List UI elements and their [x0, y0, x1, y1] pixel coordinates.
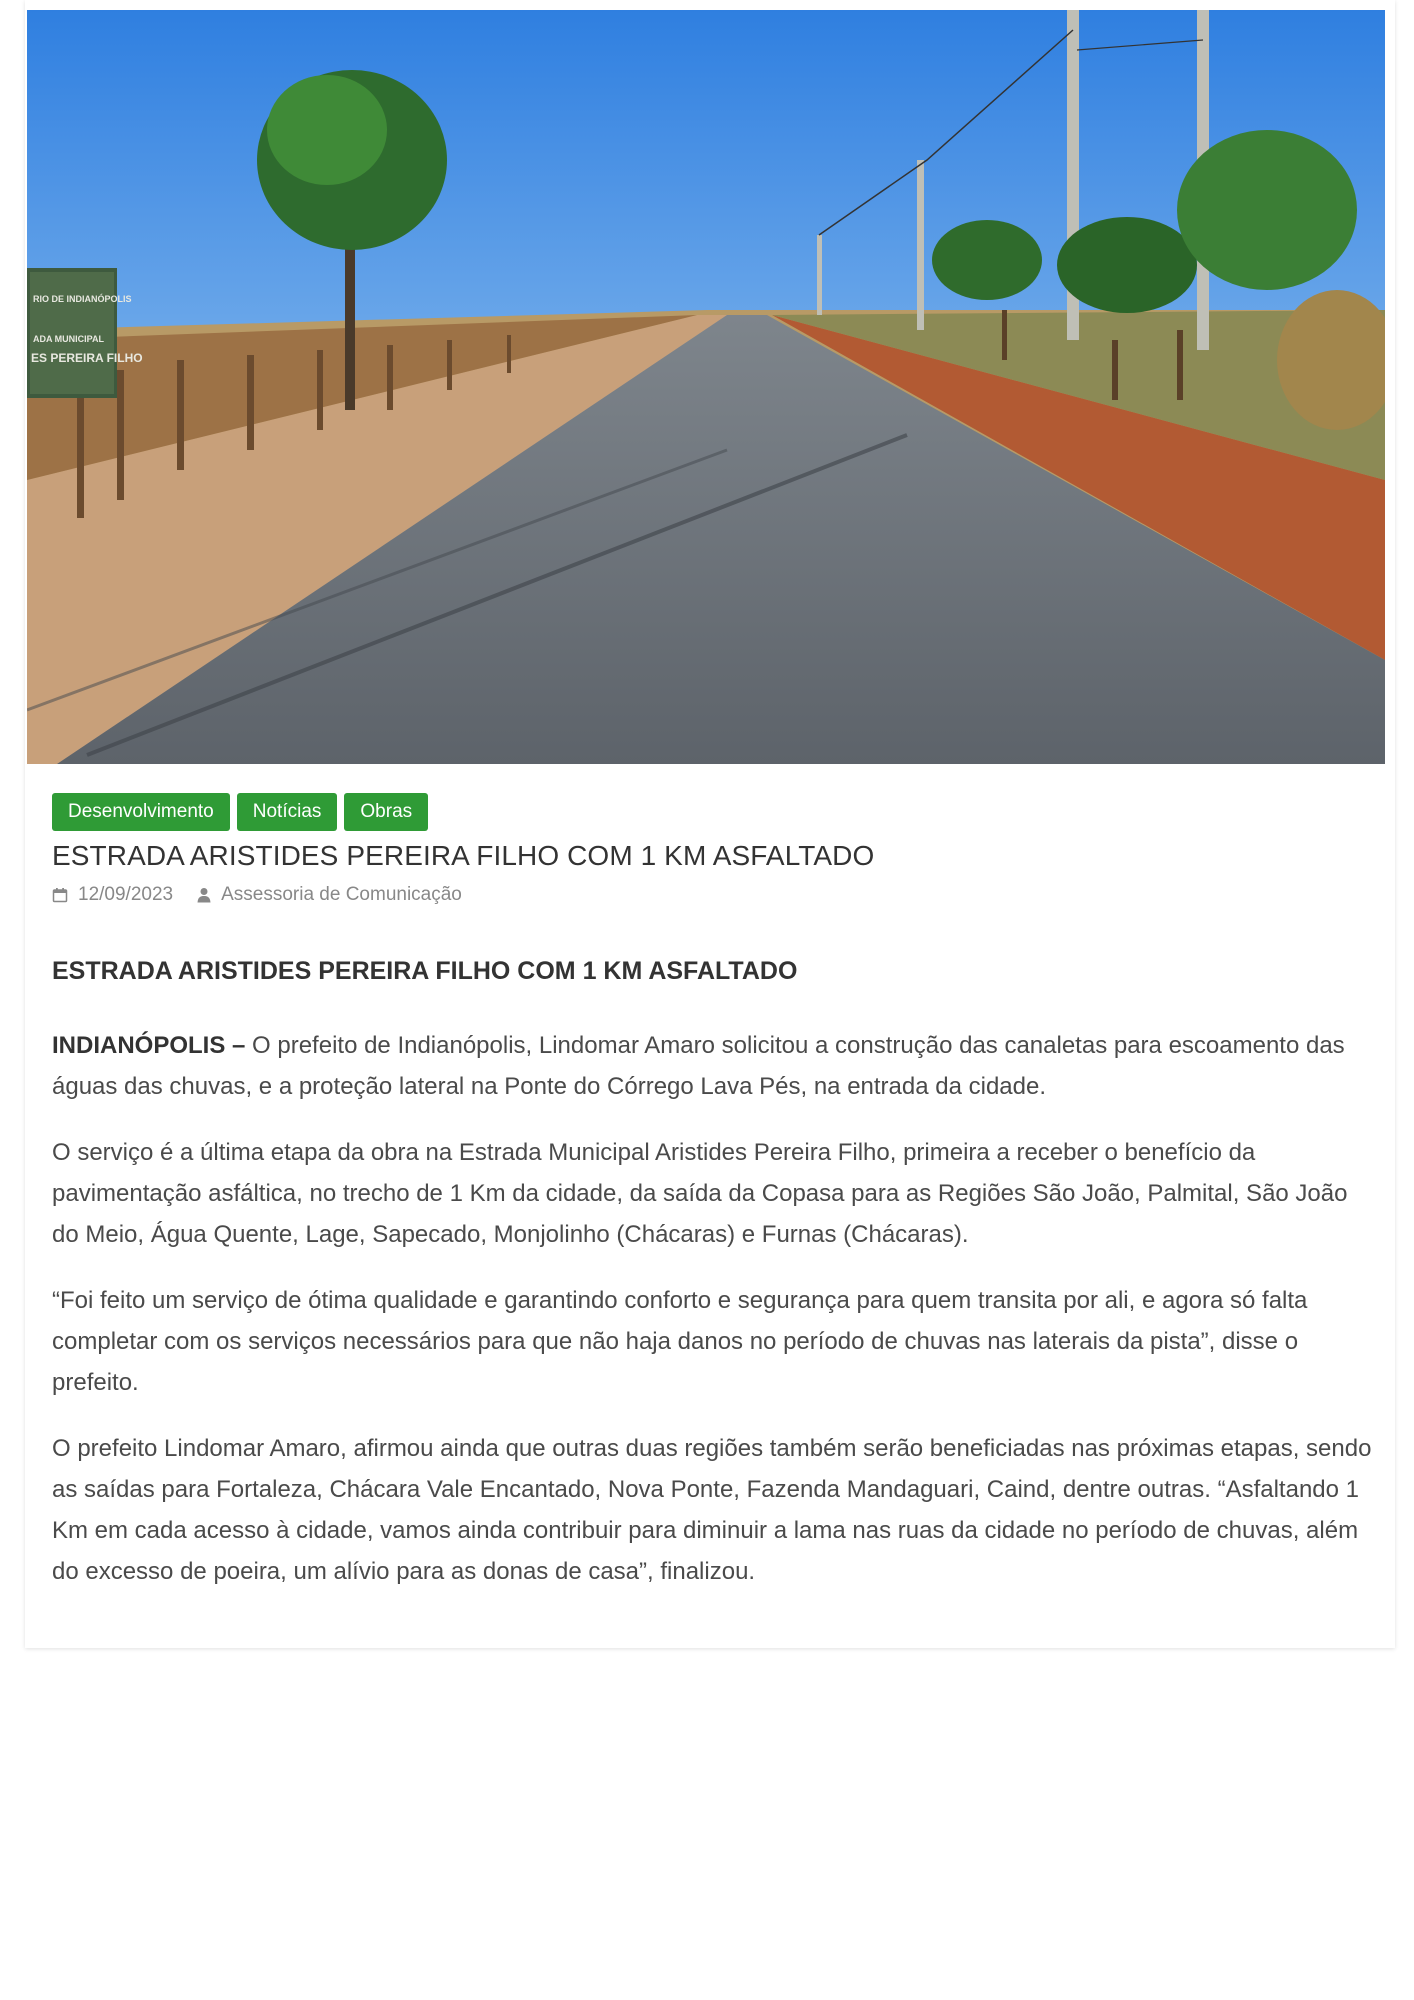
user-icon	[197, 887, 211, 903]
featured-image[interactable]	[27, 10, 1385, 764]
sign-text-1: RIO DE INDIANÓPOLIS	[33, 294, 132, 304]
post-meta	[52, 884, 462, 906]
paragraph-2: O serviço é a última etapa da obra na Estrada Municipal Aristides Pereira Filho, primeira a receber o benefício da pavimentação asfáltica, no trecho de 1 Km da cidade, da saída da Copasa para as Regiões São João, Palmital, São João do Meio, Água Quente, Lage, Sapecado, Monjolinho (Chácaras) e Furnas (Chácaras).	[52, 1139, 1348, 1248]
sign-text-2: ADA MUNICIPAL	[33, 334, 104, 344]
post-title: ESTRADA ARISTIDES PEREIRA FILHO COM 1 KM ASFALTADO	[52, 840, 875, 871]
category-noticias[interactable]: Notícias	[237, 793, 338, 831]
category-obras[interactable]: Obras	[344, 793, 428, 831]
category-desenvolvimento[interactable]: Desenvolvimento	[52, 793, 230, 831]
post-subheading: ESTRADA ARISTIDES PEREIRA FILHO COM 1 KM ASFALTADO	[52, 957, 798, 985]
calendar-icon	[52, 887, 68, 903]
paragraph-3: “Foi feito um serviço de ótima qualidade e garantindo conforto e segurança para quem transita por ali, e agora só falta completar com os serviços necessários para que não haja danos no período de chuvas nas laterais da pista”, disse o prefeito.	[52, 1287, 1308, 1396]
paragraph-4: O prefeito Lindomar Amaro, afirmou ainda que outras duas regiões também serão beneficiadas nas próximas etapas, sendo as saídas para Fortaleza, Chácara Vale Encantado, Nova Ponte, Fazenda Mandaguari, Caind, dentre outras. “Asfaltando 1 Km em cada acesso à cidade, vamos ainda contribuir para diminuir a lama nas ruas da cidade no período de chuvas, além do excesso de poeira, um alívio para as donas de casa”, finalizou.	[52, 1435, 1372, 1585]
sign-text-3: ES PEREIRA FILHO	[31, 351, 143, 365]
post-date-link[interactable]: 12/09/2023	[78, 884, 174, 905]
road-photo	[27, 10, 1385, 764]
paragraph-1	[52, 1025, 1372, 1107]
post-content	[52, 1025, 1372, 1617]
category-tags	[52, 793, 428, 831]
post-author-link[interactable]: Assessoria de Comunicação	[221, 884, 462, 905]
paragraph-lead: INDIANÓPOLIS –	[52, 1032, 246, 1059]
paragraph-1-text: O prefeito de Indianópolis, Lindomar Amaro solicitou a construção das canaletas para escoamento das águas das chuvas, e a proteção lateral na Ponte do Córrego Lava Pés, na entrada da cidade.	[52, 1032, 1345, 1100]
